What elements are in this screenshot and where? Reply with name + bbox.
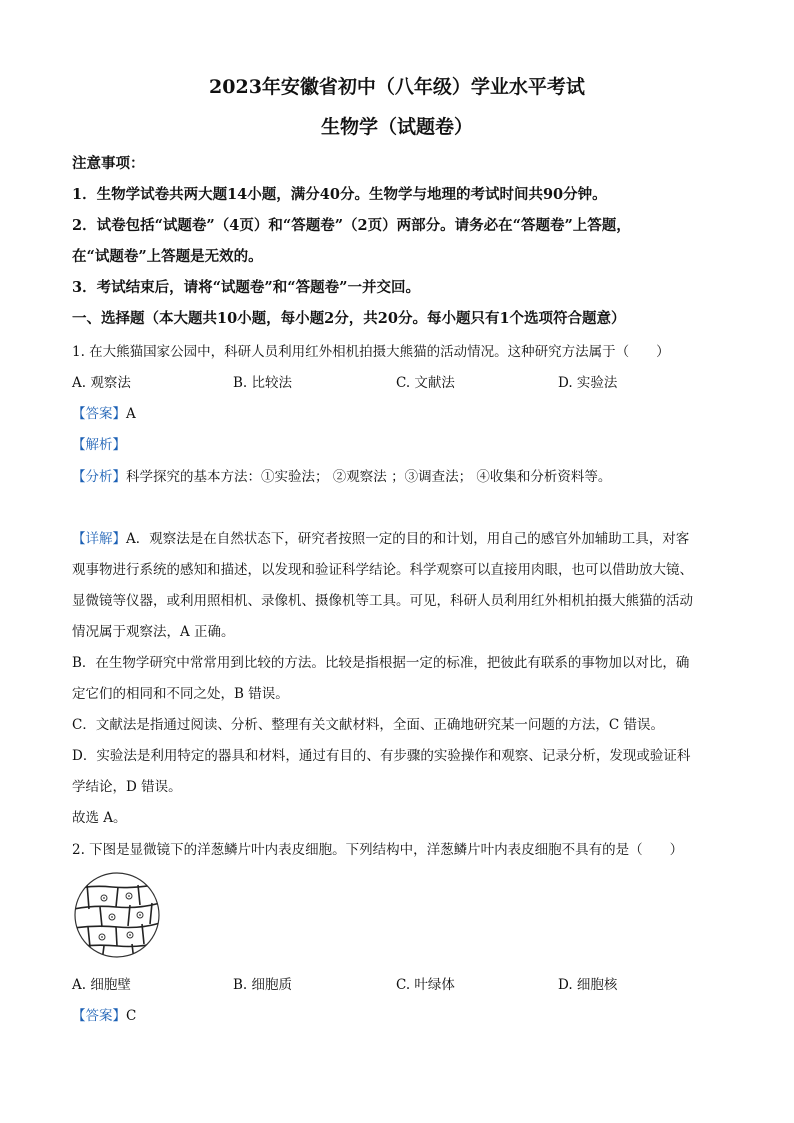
q2-option-d: D. 细胞核 <box>558 977 618 993</box>
page-title: 2023年安徽省初中（八年级）学业水平考试 <box>209 76 585 98</box>
note-line-1: 1．生物学试卷共两大题14小题，满分40分。生物学与地理的考试时间共90分钟。 <box>72 186 607 203</box>
q1-option-b: B. 比较法 <box>233 375 293 391</box>
q1-option-c: C. 文献法 <box>396 375 455 391</box>
q1-detail-line-4: 情况属于观察法，A 正确。 <box>72 624 235 640</box>
xiangjie-tag: 【详解】 <box>72 531 126 547</box>
q2-option-b: B. 细胞质 <box>233 977 293 993</box>
q1-fenxi <box>72 465 611 485</box>
notes-heading: 注意事项： <box>72 155 145 172</box>
note-line-4: 3．考试结束后，请将“试题卷”和“答题卷”一并交回。 <box>72 279 420 296</box>
answer-value: C <box>126 1008 137 1024</box>
detail-text: A．观察法是在自然状态下，研究者按照一定的目的和计划，用自己的感官外加辅助工具，对客 <box>126 531 690 547</box>
q2-option-a: A. 细胞壁 <box>72 977 131 993</box>
q1-detail-line-1 <box>72 527 689 547</box>
q2-option-c: C. 叶绿体 <box>396 977 455 993</box>
answer-tag: 【答案】 <box>72 1008 126 1024</box>
q1-jiexi <box>72 433 126 453</box>
q1-detail-line-9: 学结论，D 错误。 <box>72 779 182 795</box>
fenxi-text: 科学探究的基本方法：①实验法； ②观察法 ；③调查法； ④收集和分析资料等。 <box>126 469 612 485</box>
fenxi-tag: 【分析】 <box>72 469 126 485</box>
q1-detail-line-5: B．在生物学研究中常常用到比较的方法。比较是指根据一定的标准，把彼此有联系的事物加以对比，确 <box>72 655 690 671</box>
jiexi-tag: 【解析】 <box>72 437 126 453</box>
q1-detail-line-8: D．实验法是利用特定的器具和材料，通过有目的、有步骤的实验操作和观察、记录分析，发现或验证科 <box>72 748 691 764</box>
q1-option-a: A. 观察法 <box>72 375 131 391</box>
answer-value: A <box>126 406 136 422</box>
q1-conclusion: 故选 A。 <box>72 810 127 826</box>
q1-option-d: D. 实验法 <box>558 375 618 391</box>
onion-cell-micrograph <box>72 871 162 959</box>
q1-detail-line-2: 观事物进行系统的感知和描述，以发现和验证科学结论。科学观察可以直接用肉眼，也可以借助放大镜、 <box>72 562 693 578</box>
q2-answer <box>72 1004 136 1024</box>
note-line-2: 2．试卷包括“试题卷”（4页）和“答题卷”（2页）两部分。请务必在“答题卷”上答题， <box>72 217 631 234</box>
section-heading: 一、选择题（本大题共10小题，每小题2分，共20分。每小题只有1个选项符合题意） <box>72 310 626 327</box>
microscope-view-icon <box>72 871 162 959</box>
question-2-stem: 2. 下图是显微镜下的洋葱鳞片叶内表皮细胞。下列结构中，洋葱鳞片叶内表皮细胞不具有的是（ ） <box>72 842 684 858</box>
note-line-3: 在“试题卷”上答题是无效的。 <box>72 248 263 265</box>
q1-answer <box>72 402 136 422</box>
q1-detail-line-3: 显微镜等仪器，或利用照相机、录像机、摄像机等工具。可见，科研人员利用红外相机拍摄大熊猫的活动 <box>72 593 693 609</box>
page-subtitle: 生物学（试题卷） <box>320 116 473 138</box>
q1-detail-line-6: 定它们的相同和不同之处，B 错误。 <box>72 686 289 702</box>
q1-detail-line-7: C．文献法是指通过阅读、分析、整理有关文献材料，全面、正确地研究某一问题的方法，C 错误。 <box>72 717 664 733</box>
question-1-stem: 1. 在大熊猫国家公园中，科研人员利用红外相机拍摄大熊猫的活动情况。这种研究方法属于（ ） <box>72 344 670 360</box>
answer-tag: 【答案】 <box>72 406 126 422</box>
